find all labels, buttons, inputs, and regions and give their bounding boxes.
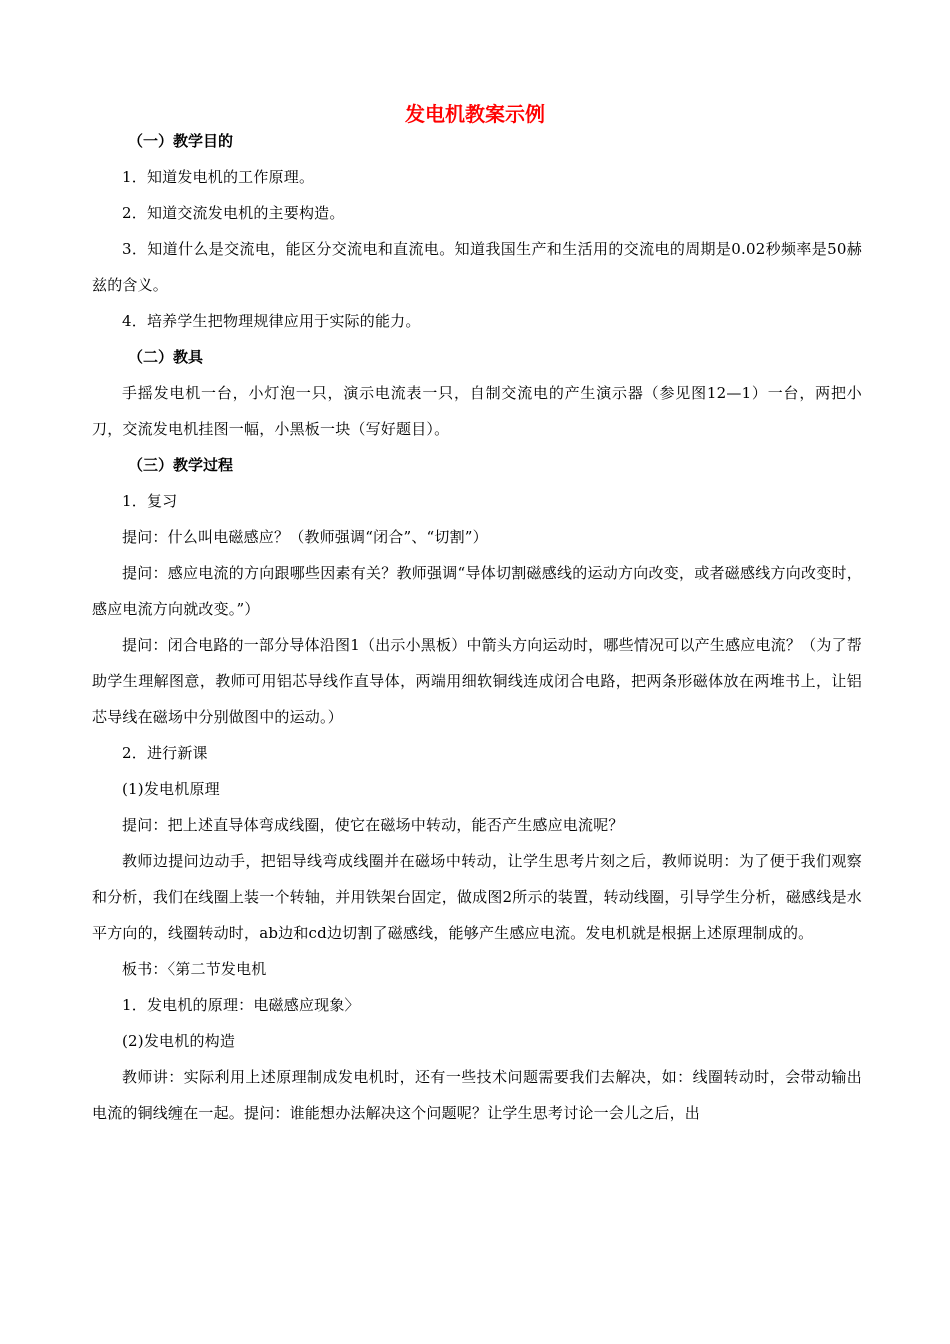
paragraph: (2)发电机的构造 (122, 1032, 236, 1050)
paragraph: 2．进行新课 (122, 744, 208, 762)
paragraph: 教师讲：实际利用上述原理制成发电机时，还有一些技术问题需要我们去解决，如：线圈转动时，会带动输出电流的铜线缠在一起。提问：谁能想办法解决这个问题呢？让学生思考讨论一会儿之后，出 (92, 1068, 862, 1122)
paragraph: 提问：什么叫电磁感应？（教师强调“闭合”、“切割”） (122, 528, 488, 546)
paragraph: 2．知道交流发电机的主要构造。 (122, 204, 345, 222)
paragraph: 提问：闭合电路的一部分导体沿图1（出示小黑板）中箭头方向运动时，哪些情况可以产生感应电流？（为了帮助学生理解图意，教师可用铝芯导线作直导体，两端用细软铜线连成闭合电路，把两条形磁体放在两堆书上，让铝芯导线在磁场中分别做图中的运动。） (92, 636, 862, 726)
paragraph: (1)发电机原理 (122, 780, 220, 798)
paragraph: 提问：感应电流的方向跟哪些因素有关？教师强调“导体切割磁感线的运动方向改变，或者磁感线方向改变时，感应电流方向就改变。”） (92, 564, 862, 618)
paragraph: 提问：把上述直导体弯成线圈，使它在磁场中转动，能否产生感应电流呢？ (122, 816, 624, 834)
paragraph: 3．知道什么是交流电，能区分交流电和直流电。知道我国生产和生活用的交流电的周期是0.02秒频率是50赫兹的含义。 (92, 240, 862, 294)
section-heading-objectives: （一）教学目的 (128, 132, 234, 150)
document-title: 发电机教案示例 (405, 102, 545, 126)
paragraph: 1．复习 (122, 492, 178, 510)
paragraph: 4．培养学生把物理规律应用于实际的能力。 (122, 312, 421, 330)
section-heading-teaching-aids: （二）教具 (128, 348, 204, 366)
paragraph: 教师边提问边动手，把铝导线弯成线圈并在磁场中转动，让学生思考片刻之后，教师说明：为了便于我们观察和分析，我们在线圈上装一个转轴，并用铁架台固定，做成图2所示的装置，转动线圈，引导学生分析，磁感线是水平方向的，线圈转动时，ab边和cd边切割了磁感线，能够产生感应电流。发电机就是根据上述原理制成的。 (92, 852, 862, 942)
paragraph: 1．知道发电机的工作原理。 (122, 168, 315, 186)
document-body (92, 123, 862, 1131)
paragraph: 1．发电机的原理：电磁感应现象〉 (122, 996, 360, 1014)
paragraph: 板书：〈第二节发电机 (122, 960, 267, 978)
section-heading-teaching-process: （三）教学过程 (128, 456, 234, 474)
paragraph: 手摇发电机一台，小灯泡一只，演示电流表一只，自制交流电的产生演示器（参见图12—1）一台，两把小刀，交流发电机挂图一幅，小黑板一块（写好题目）。 (92, 384, 862, 438)
